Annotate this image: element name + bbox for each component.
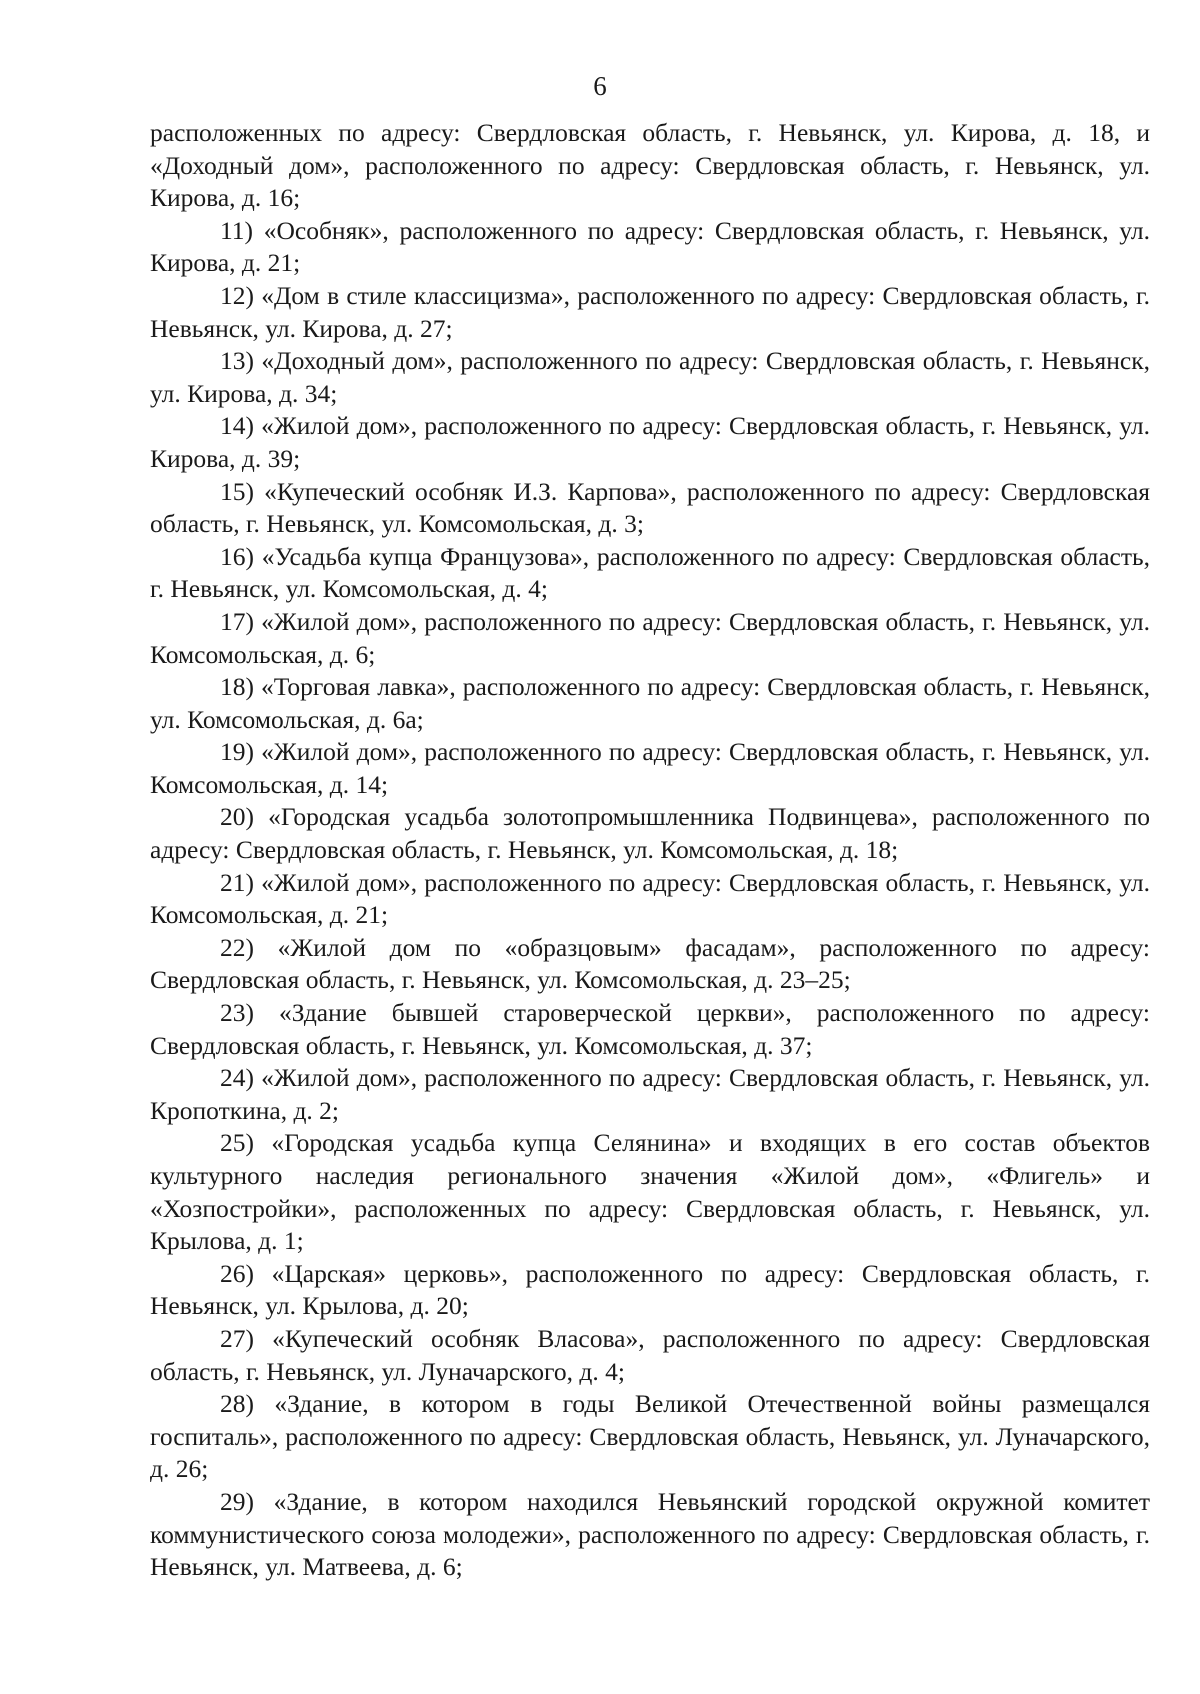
list-item-16: 16) «Усадьба купца Французова», расположенного по адресу: Свердловская область, г. Невьянск, ул. Комсомольская, д. 4; (150, 541, 1150, 604)
list-item-17: 17) «Жилой дом», расположенного по адресу: Свердловская область, г. Невьянск, ул. Комсомольская, д. 6; (150, 606, 1150, 669)
list-item-15: 15) «Купеческий особняк И.З. Карпова», расположенного по адресу: Свердловская область, г. Невьянск, ул. Комсомольская, д. 3; (150, 476, 1150, 539)
list-item-18: 18) «Торговая лавка», расположенного по адресу: Свердловская область, г. Невьянск, ул. Комсомольская, д. 6а; (150, 672, 1150, 734)
list-item-21: 21) «Жилой дом», расположенного по адресу: Свердловская область, г. Невьянск, ул. Комсомольская, д. 21; (150, 867, 1150, 930)
list-item-28: 28) «Здание, в котором в годы Великой Отечественной войны размещался госпиталь», расположенного по адресу: Свердловская область, Невьянск, ул. Луначарского, д. 26; (150, 1389, 1150, 1484)
list-item-23: 23) «Здание бывшей староверческой церкви», расположенного по адресу: Свердловская область, г. Невьянск, ул. Комсомольская, д. 37; (150, 998, 1150, 1060)
list-item-27: 27) «Купеческий особняк Власова», расположенного по адресу: Свердловская область, г. Невьянск, ул. Луначарского, д. 4; (150, 1323, 1150, 1386)
document-body (150, 117, 1150, 1584)
list-item-19: 19) «Жилой дом», расположенного по адресу: Свердловская область, г. Невьянск, ул. Комсомольская, д. 14; (150, 737, 1150, 799)
list-item-26: 26) «Царская» церковь», расположенного по адресу: Свердловская область, г. Невьянск, ул. Крылова, д. 20; (150, 1258, 1150, 1321)
list-item-22: 22) «Жилой дом по «образцовым» фасадам», расположенного по адресу: Свердловская область, г. Невьянск, ул. Комсомольская, д. 23–25; (150, 932, 1150, 995)
list-item-29: 29) «Здание, в котором находился Невьянский городской окружной комитет коммунистического союза молодежи», расположенного по адресу: Свердловская область, г. Невьянск, ул. Матвеева, д. 6; (150, 1486, 1150, 1582)
list-item-13: 13) «Доходный дом», расположенного по адресу: Свердловская область, г. Невьянск, ул. Кирова, д. 34; (150, 346, 1150, 408)
list-item-11: 11) «Особняк», расположенного по адресу: Свердловская область, г. Невьянск, ул. Кирова, д. 21; (150, 215, 1150, 278)
list-item-12: 12) «Дом в стиле классицизма», расположенного по адресу: Свердловская область, г. Невьянск, ул. Кирова, д. 27; (150, 280, 1150, 343)
list-item-20: 20) «Городская усадьба золотопромышленника Подвинцева», расположенного по адресу: Свердловская область, г. Невьянск, ул. Комсомольская, д. 18; (150, 802, 1150, 865)
list-item-25: 25) «Городская усадьба купца Селянина» и входящих в его состав объектов культурного наследия регионального значения «Жилой дом», «Флигель» и «Хозпостройки», расположенных по адресу: Свердловская область, г. Невьянск, ул. Крылова, д. 1; (150, 1128, 1150, 1256)
page-number: 6 (593, 71, 607, 101)
paragraph-continuation: расположенных по адресу: Свердловская область, г. Невьянск, ул. Кирова, д. 18, и «Доходный дом», расположенного по адресу: Свердловская область, г. Невьянск, ул. Кирова, д. 16; (150, 118, 1150, 213)
list-item-14: 14) «Жилой дом», расположенного по адресу: Свердловская область, г. Невьянск, ул. Кирова, д. 39; (150, 411, 1150, 473)
list-item-24: 24) «Жилой дом», расположенного по адресу: Свердловская область, г. Невьянск, ул. Кропоткина, д. 2; (150, 1063, 1150, 1125)
